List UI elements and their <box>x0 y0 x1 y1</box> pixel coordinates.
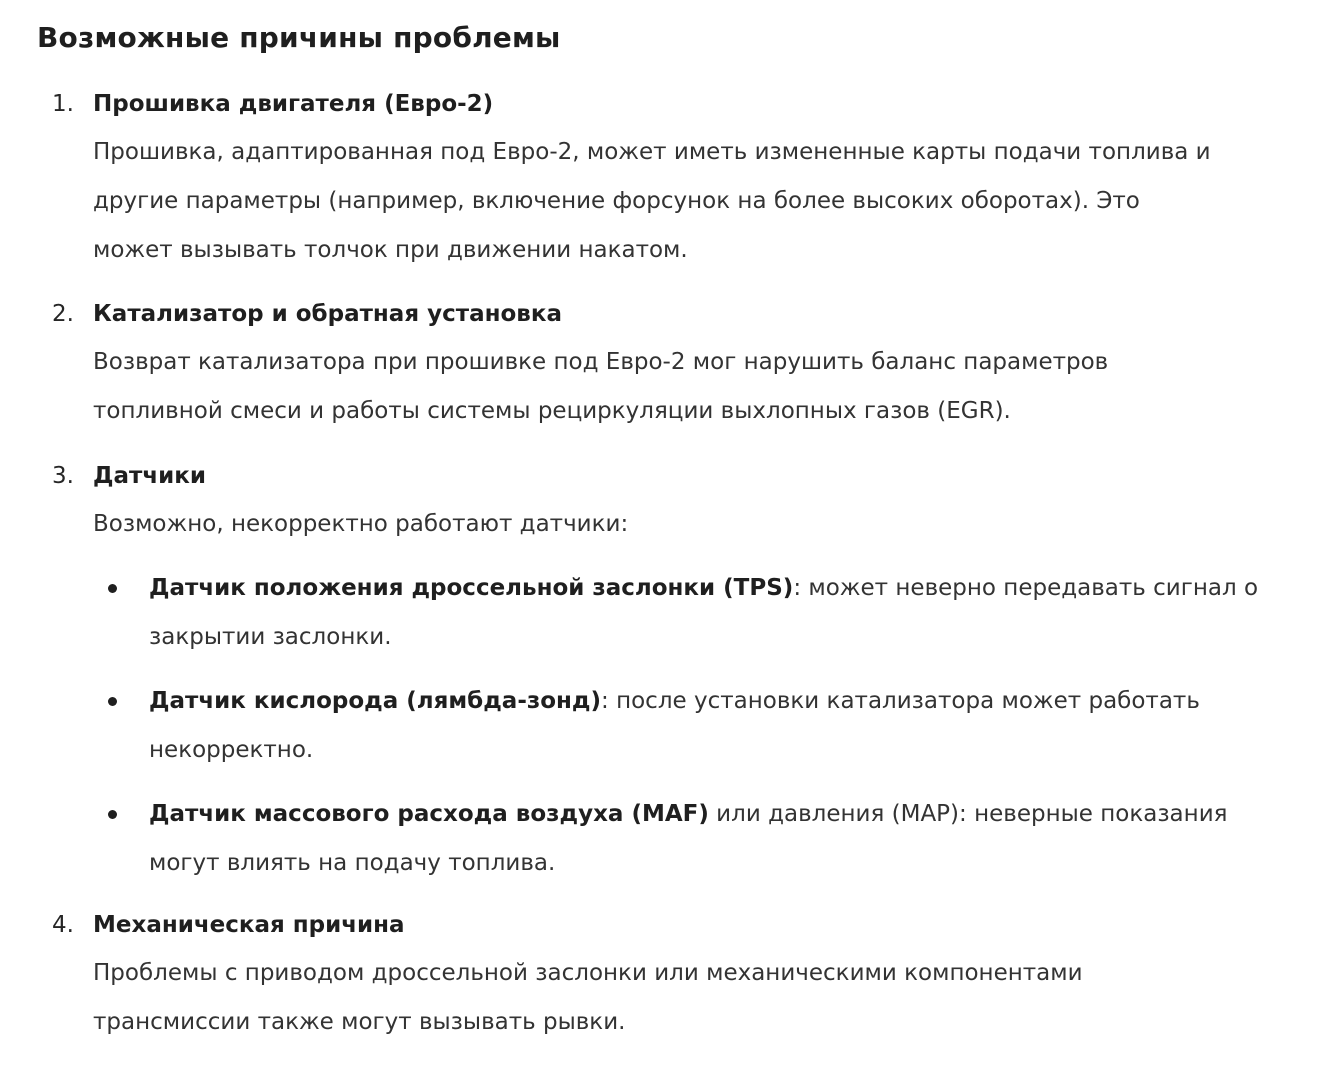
bullet-line: некорректно. <box>149 737 314 763</box>
item-description <box>93 128 1293 275</box>
item-title: Прошивка двигателя (Евро-2) <box>93 91 494 117</box>
section-heading: Возможные причины проблемы <box>37 21 561 54</box>
item-number: 1. <box>52 91 74 117</box>
item-number: 3. <box>52 463 74 489</box>
bullet-text <box>149 790 1299 888</box>
description-line: другие параметры (например, включение форсунок на более высоких оборотах). Это <box>93 188 1140 214</box>
description-line: Возможно, некорректно работают датчики: <box>93 511 629 537</box>
bullet-rest: или давления (MAP): неверные показания <box>708 801 1228 827</box>
item-description <box>93 500 1293 549</box>
item-number: 4. <box>52 912 74 938</box>
bullet-dot-icon <box>108 810 117 819</box>
item-title: Катализатор и обратная установка <box>93 301 562 327</box>
bullet-dot-icon <box>108 697 117 706</box>
item-title: Механическая причина <box>93 912 405 938</box>
description-line: Возврат катализатора при прошивке под Евро-2 мог нарушить баланс параметров <box>93 349 1109 375</box>
item-number: 2. <box>52 301 74 327</box>
bullet-rest: : может неверно передавать сигнал о <box>793 575 1259 601</box>
bullet-dot-icon <box>108 584 117 593</box>
item-description <box>93 949 1293 1047</box>
bullet-text <box>149 564 1299 662</box>
description-line: Прошивка, адаптированная под Евро-2, может иметь измененные карты подачи топлива и <box>93 139 1211 165</box>
bullet-line: закрытии заслонки. <box>149 624 392 650</box>
description-line: может вызывать толчок при движении накатом. <box>93 237 688 263</box>
item-description <box>93 338 1293 436</box>
description-line: топливной смеси и работы системы рециркуляции выхлопных газов (EGR). <box>93 398 1011 424</box>
bullet-term: Датчик массового расхода воздуха (MAF) <box>149 801 709 827</box>
bullet-term: Датчик кислорода (лямбда-зонд) <box>149 688 602 714</box>
bullet-term: Датчик положения дроссельной заслонки (TPS) <box>149 575 794 601</box>
bullet-rest: : после установки катализатора может работать <box>601 688 1200 714</box>
bullet-text <box>149 677 1299 775</box>
item-title: Датчики <box>93 463 206 489</box>
description-line: трансмиссии также могут вызывать рывки. <box>93 1009 626 1035</box>
description-line: Проблемы с приводом дроссельной заслонки или механическими компонентами <box>93 960 1083 986</box>
bullet-line: могут влиять на подачу топлива. <box>149 850 556 876</box>
